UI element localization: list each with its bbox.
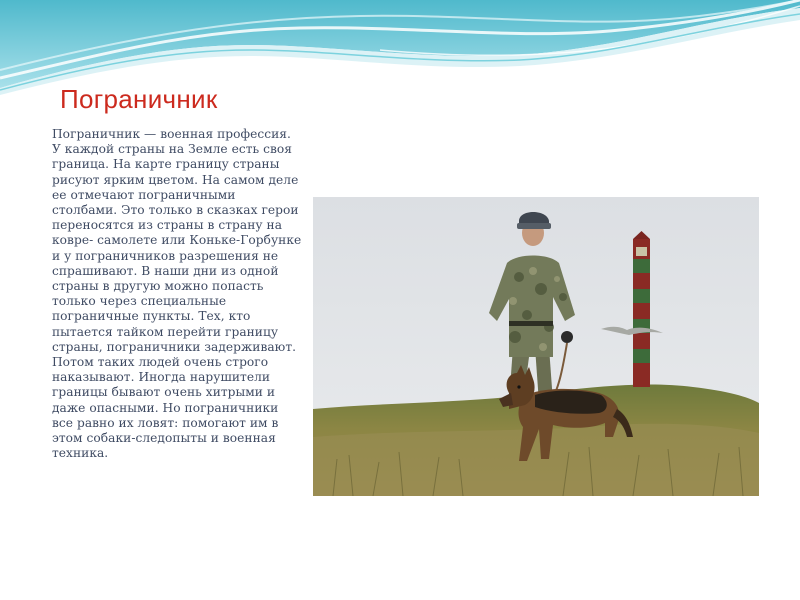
header-wave-decoration bbox=[0, 0, 800, 95]
slide-title: Пограничник bbox=[60, 84, 218, 114]
border-guard-photo bbox=[313, 197, 759, 496]
slide-body-text: Пограничник — военная профессия. У каждой страны на Земле есть своя граница. На карте границу страны рисуют ярким цветом. На самом деле ее отмечают пограничными столбами. Это только в сказках герои переносятся из страны в страну на ковре- самолете или Коньке-Горбунке и у пограничников разрешения не спрашивают. В наши дни из одной страны в другую можно попасть только через специальные пограничные пункты. Тех, кто пытается тайком перейти границу страны, пограничники задерживают. Потом таких людей очень строго наказывают. Иногда нарушители границы бывают очень хитрыми и даже опасными. Но пограничники все равно их ловят: помогают им в этом собаки-следопыты и военная техника. bbox=[52, 127, 302, 461]
